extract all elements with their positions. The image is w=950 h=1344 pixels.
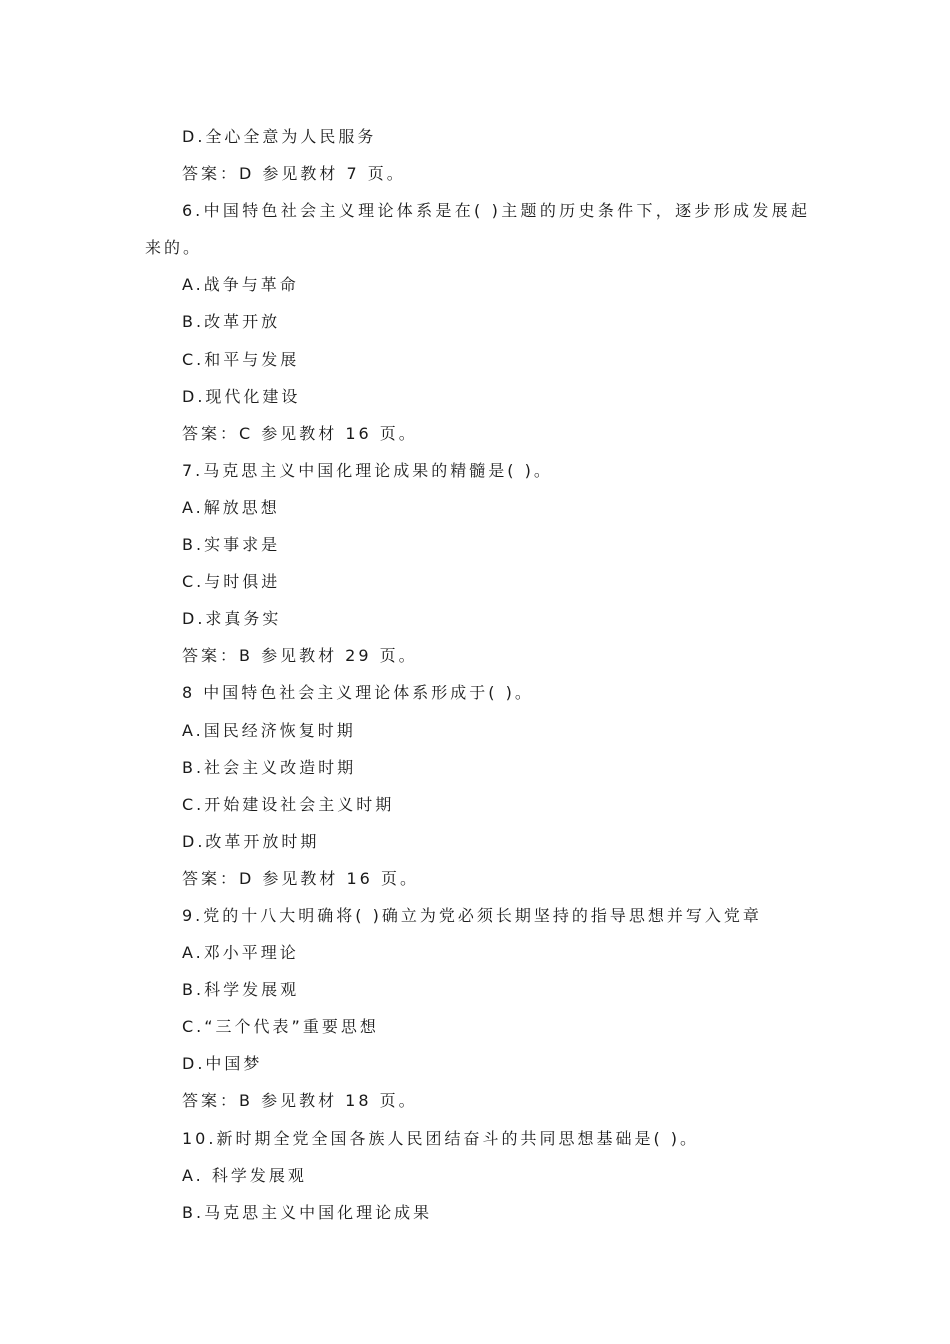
option-line: A.国民经济恢复时期 <box>182 720 356 740</box>
option-line: B.社会主义改造时期 <box>182 757 357 777</box>
answer-line: 答案：D 参见教材 7 页。 <box>182 164 406 184</box>
answer-line: 答案：B 参见教材 29 页。 <box>182 646 418 666</box>
option-line: A.战争与革命 <box>182 275 299 295</box>
option-line: A.邓小平理论 <box>182 943 299 963</box>
option-line: A. 科学发展观 <box>182 1165 307 1185</box>
option-line: B.科学发展观 <box>182 980 300 1000</box>
question-line: 8 中国特色社会主义理论体系形成于( )。 <box>182 683 534 703</box>
option-line: D.现代化建设 <box>182 386 301 406</box>
option-line: D.中国梦 <box>182 1054 263 1074</box>
option-line: C.“三个代表”重要思想 <box>182 1017 379 1037</box>
question-line: 6.中国特色社会主义理论体系是在( )主题的历史条件下，逐步形成发展起来的。 <box>145 201 810 258</box>
option-line: D.全心全意为人民服务 <box>182 127 377 146</box>
document-body <box>145 118 810 1231</box>
option-line: C.和平与发展 <box>182 349 300 369</box>
answer-line: 答案：C 参见教材 16 页。 <box>182 423 418 443</box>
option-line: D.求真务实 <box>182 609 282 629</box>
answer-line: 答案：B 参见教材 18 页。 <box>182 1091 418 1111</box>
option-line: B.改革开放 <box>182 312 281 332</box>
question-line: 10.新时期全党全国各族人民团结奋斗的共同思想基础是( )。 <box>182 1128 700 1148</box>
option-line: B.实事求是 <box>182 535 281 555</box>
question-line: 9.党的十八大明确将( )确立为党必须长期坚持的指导思想并写入党章 <box>182 905 762 925</box>
answer-line: 答案：D 参见教材 16 页。 <box>182 868 419 888</box>
question-line: 7.马克思主义中国化理论成果的精髓是( )。 <box>182 460 553 480</box>
option-line: A.解放思想 <box>182 497 280 517</box>
option-line: C.开始建设社会主义时期 <box>182 794 395 814</box>
option-line: D.改革开放时期 <box>182 831 320 851</box>
option-line: C.与时俱进 <box>182 572 281 592</box>
option-line: B.马克思主义中国化理论成果 <box>182 1202 433 1222</box>
